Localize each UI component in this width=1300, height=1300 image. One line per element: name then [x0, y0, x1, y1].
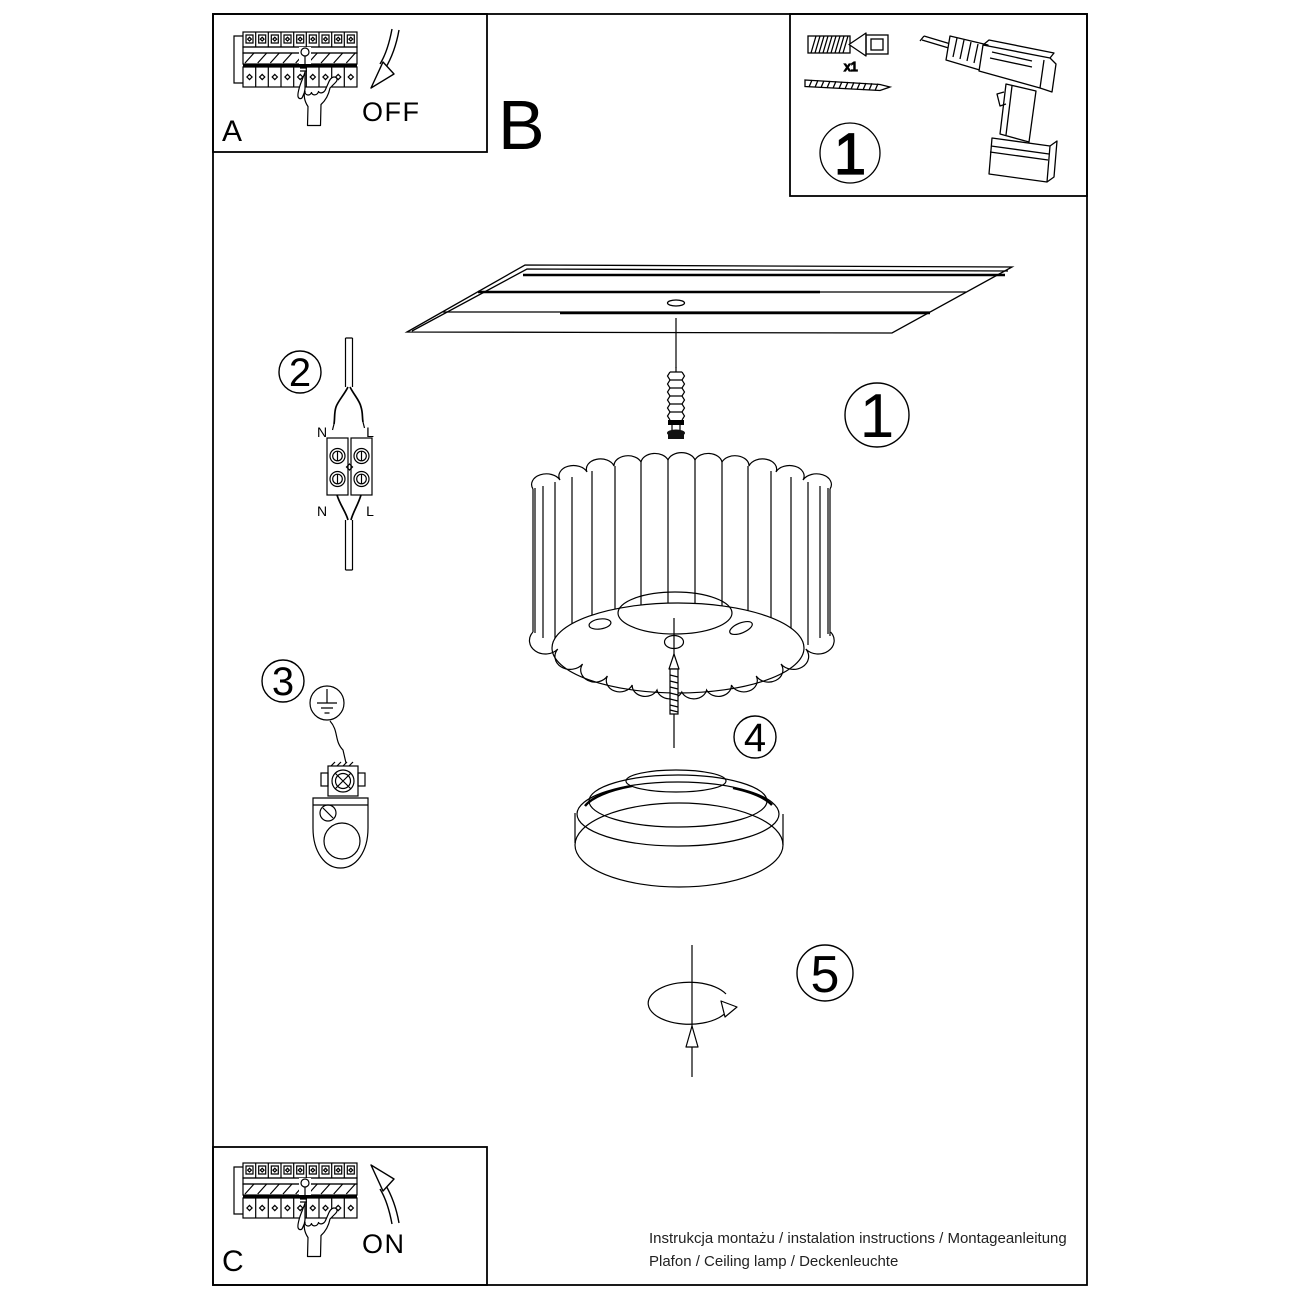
label-l-top: L — [366, 424, 374, 440]
label-n-top: N — [316, 424, 328, 440]
step-close-badge: 5 — [810, 946, 840, 1004]
label-on: ON — [362, 1229, 406, 1259]
step-1-badge: 1 — [833, 122, 867, 187]
step-mount-badge: 1 — [859, 382, 895, 451]
label-l-bottom: L — [366, 503, 374, 519]
step-wire-badge: 2 — [288, 351, 312, 395]
label-b: B — [498, 86, 545, 164]
label-a: A — [222, 115, 243, 148]
label-c: C — [222, 1245, 244, 1278]
footer-line-1: Instrukcja montażu / instalation instructions / Montageanleitung — [649, 1230, 1067, 1247]
label-n-bottom: N — [316, 503, 328, 519]
label-off: OFF — [362, 97, 421, 127]
anchor-qty: x1 — [844, 59, 858, 74]
footer-line-2: Plafon / Ceiling lamp / Deckenleuchte — [649, 1253, 899, 1270]
step-screw-badge: 4 — [743, 716, 767, 760]
step-ground-badge: 3 — [271, 660, 295, 704]
